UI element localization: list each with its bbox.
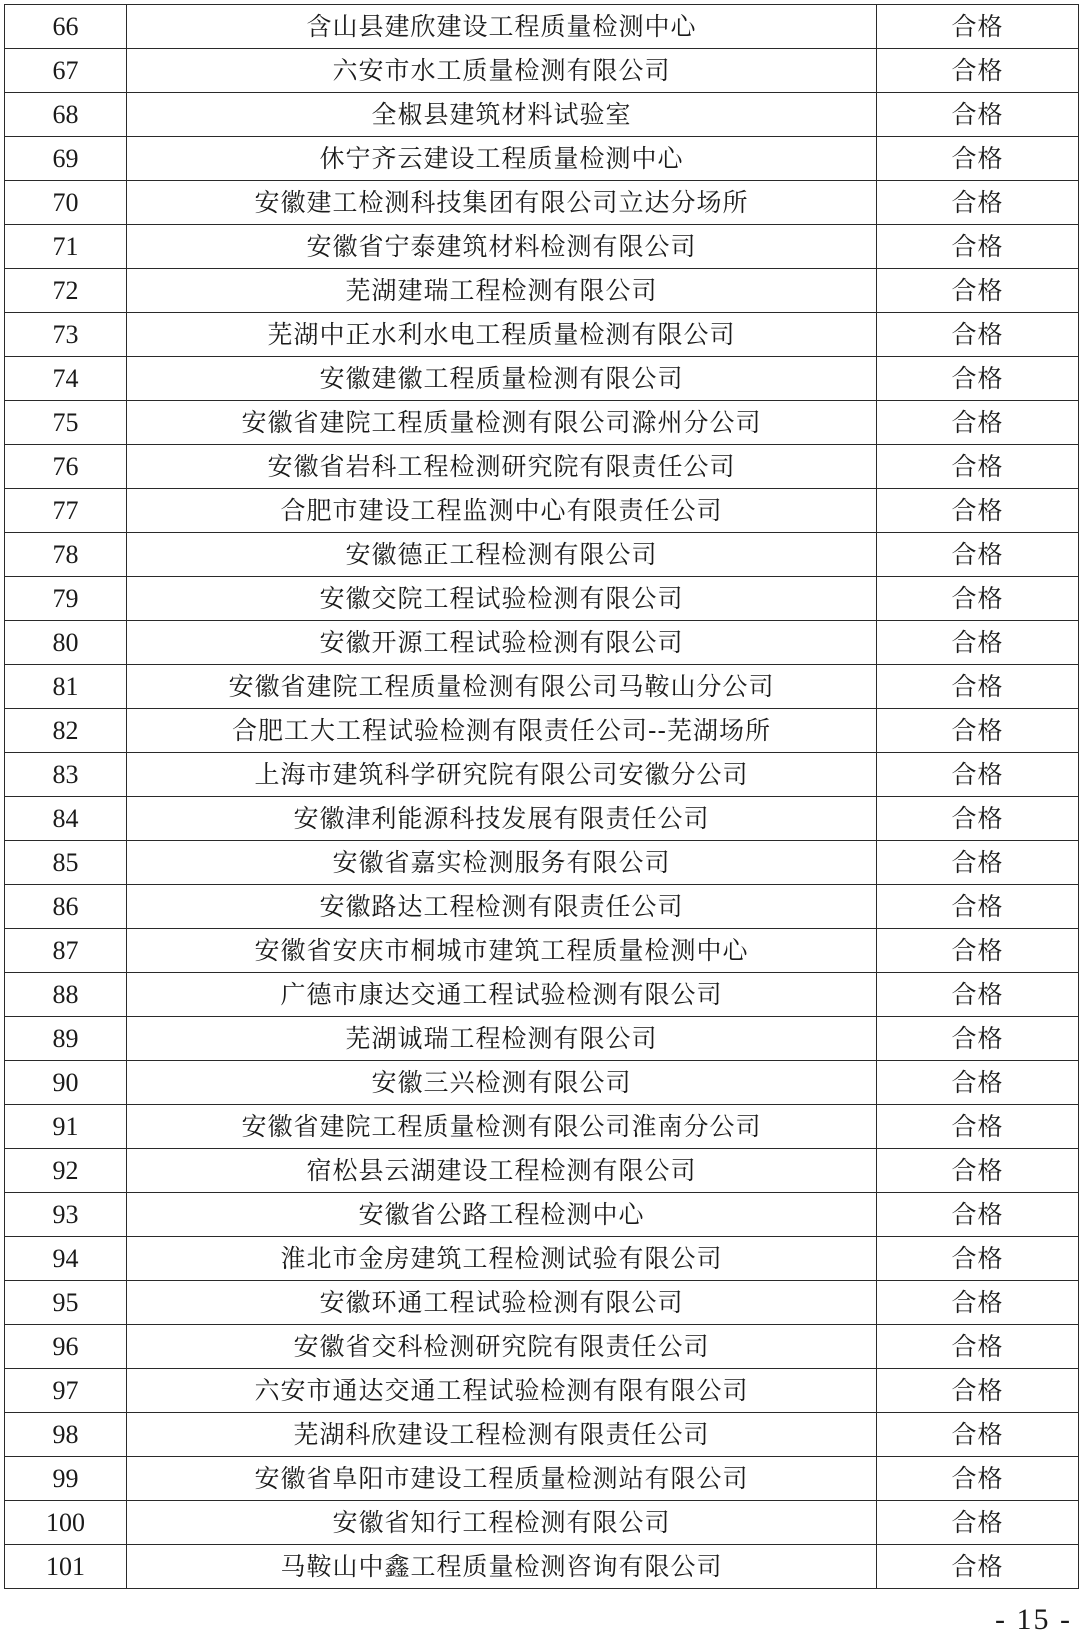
row-number-cell: 87 [5, 929, 127, 973]
organization-name-cell: 安徽省建院工程质量检测有限公司马鞍山分公司 [127, 665, 877, 709]
row-number-cell: 100 [5, 1501, 127, 1545]
table-row [5, 1501, 1079, 1545]
table-row [5, 1545, 1079, 1589]
result-cell: 合格 [877, 1413, 1079, 1457]
table-row [5, 225, 1079, 269]
row-number-cell: 78 [5, 533, 127, 577]
row-number-cell: 70 [5, 181, 127, 225]
organization-name-cell: 安徽省交科检测研究院有限责任公司 [127, 1325, 877, 1369]
row-number-cell: 71 [5, 225, 127, 269]
table-row [5, 181, 1079, 225]
table-row [5, 489, 1079, 533]
result-cell: 合格 [877, 225, 1079, 269]
table-row [5, 49, 1079, 93]
result-cell: 合格 [877, 401, 1079, 445]
row-number-cell: 99 [5, 1457, 127, 1501]
result-cell: 合格 [877, 49, 1079, 93]
table-row [5, 1325, 1079, 1369]
result-cell: 合格 [877, 885, 1079, 929]
row-number-cell: 72 [5, 269, 127, 313]
result-cell: 合格 [877, 841, 1079, 885]
table-row [5, 1413, 1079, 1457]
organization-name-cell: 安徽省安庆市桐城市建筑工程质量检测中心 [127, 929, 877, 973]
organization-name-cell: 安徽省建院工程质量检测有限公司滁州分公司 [127, 401, 877, 445]
table-row [5, 753, 1079, 797]
result-cell: 合格 [877, 1017, 1079, 1061]
organization-name-cell: 安徽省阜阳市建设工程质量检测站有限公司 [127, 1457, 877, 1501]
result-cell: 合格 [877, 357, 1079, 401]
row-number-cell: 86 [5, 885, 127, 929]
row-number-cell: 74 [5, 357, 127, 401]
organization-name-cell: 芜湖中正水利水电工程质量检测有限公司 [127, 313, 877, 357]
result-cell: 合格 [877, 797, 1079, 841]
organization-name-cell: 六安市水工质量检测有限公司 [127, 49, 877, 93]
result-cell: 合格 [877, 181, 1079, 225]
row-number-cell: 94 [5, 1237, 127, 1281]
table-row [5, 1061, 1079, 1105]
row-number-cell: 84 [5, 797, 127, 841]
page-number: - 15 - [995, 1603, 1072, 1636]
row-number-cell: 68 [5, 93, 127, 137]
row-number-cell: 80 [5, 621, 127, 665]
row-number-cell: 93 [5, 1193, 127, 1237]
row-number-cell: 85 [5, 841, 127, 885]
result-cell: 合格 [877, 1325, 1079, 1369]
organization-name-cell: 广德市康达交通工程试验检测有限公司 [127, 973, 877, 1017]
organization-name-cell: 芜湖建瑞工程检测有限公司 [127, 269, 877, 313]
row-number-cell: 76 [5, 445, 127, 489]
results-table-body [5, 5, 1079, 1589]
result-cell: 合格 [877, 1369, 1079, 1413]
table-row [5, 1237, 1079, 1281]
row-number-cell: 75 [5, 401, 127, 445]
result-cell: 合格 [877, 577, 1079, 621]
organization-name-cell: 安徽省嘉实检测服务有限公司 [127, 841, 877, 885]
result-cell: 合格 [877, 709, 1079, 753]
result-cell: 合格 [877, 533, 1079, 577]
table-row [5, 1017, 1079, 1061]
table-row [5, 885, 1079, 929]
table-row [5, 1457, 1079, 1501]
table-row [5, 841, 1079, 885]
row-number-cell: 97 [5, 1369, 127, 1413]
result-cell: 合格 [877, 1105, 1079, 1149]
table-row [5, 665, 1079, 709]
row-number-cell: 67 [5, 49, 127, 93]
organization-name-cell: 淮北市金房建筑工程检测试验有限公司 [127, 1237, 877, 1281]
organization-name-cell: 安徽路达工程检测有限责任公司 [127, 885, 877, 929]
organization-name-cell: 安徽省公路工程检测中心 [127, 1193, 877, 1237]
result-cell: 合格 [877, 445, 1079, 489]
table-row [5, 5, 1079, 49]
organization-name-cell: 全椒县建筑材料试验室 [127, 93, 877, 137]
table-row [5, 401, 1079, 445]
result-cell: 合格 [877, 1545, 1079, 1589]
organization-name-cell: 含山县建欣建设工程质量检测中心 [127, 5, 877, 49]
row-number-cell: 83 [5, 753, 127, 797]
organization-name-cell: 安徽省知行工程检测有限公司 [127, 1501, 877, 1545]
row-number-cell: 73 [5, 313, 127, 357]
organization-name-cell: 休宁齐云建设工程质量检测中心 [127, 137, 877, 181]
row-number-cell: 98 [5, 1413, 127, 1457]
table-row [5, 93, 1079, 137]
result-cell: 合格 [877, 1237, 1079, 1281]
table-row [5, 269, 1079, 313]
row-number-cell: 69 [5, 137, 127, 181]
result-cell: 合格 [877, 973, 1079, 1017]
result-cell: 合格 [877, 269, 1079, 313]
organization-name-cell: 安徽环通工程试验检测有限公司 [127, 1281, 877, 1325]
result-cell: 合格 [877, 5, 1079, 49]
organization-name-cell: 安徽建徽工程质量检测有限公司 [127, 357, 877, 401]
table-row [5, 709, 1079, 753]
result-cell: 合格 [877, 489, 1079, 533]
row-number-cell: 89 [5, 1017, 127, 1061]
organization-name-cell: 安徽开源工程试验检测有限公司 [127, 621, 877, 665]
result-cell: 合格 [877, 1061, 1079, 1105]
organization-name-cell: 合肥工大工程试验检测有限责任公司--芜湖场所 [127, 709, 877, 753]
table-row [5, 577, 1079, 621]
result-cell: 合格 [877, 93, 1079, 137]
row-number-cell: 88 [5, 973, 127, 1017]
row-number-cell: 92 [5, 1149, 127, 1193]
results-table [4, 4, 1079, 1589]
result-cell: 合格 [877, 753, 1079, 797]
organization-name-cell: 安徽省建院工程质量检测有限公司淮南分公司 [127, 1105, 877, 1149]
table-row [5, 1149, 1079, 1193]
table-row [5, 445, 1079, 489]
organization-name-cell: 安徽三兴检测有限公司 [127, 1061, 877, 1105]
organization-name-cell: 芜湖诚瑞工程检测有限公司 [127, 1017, 877, 1061]
table-row [5, 929, 1079, 973]
organization-name-cell: 安徽津利能源科技发展有限责任公司 [127, 797, 877, 841]
table-row [5, 313, 1079, 357]
row-number-cell: 101 [5, 1545, 127, 1589]
organization-name-cell: 安徽省宁泰建筑材料检测有限公司 [127, 225, 877, 269]
table-row [5, 533, 1079, 577]
row-number-cell: 82 [5, 709, 127, 753]
result-cell: 合格 [877, 665, 1079, 709]
organization-name-cell: 合肥市建设工程监测中心有限责任公司 [127, 489, 877, 533]
organization-name-cell: 安徽建工检测科技集团有限公司立达分场所 [127, 181, 877, 225]
table-row [5, 1369, 1079, 1413]
result-cell: 合格 [877, 1501, 1079, 1545]
row-number-cell: 96 [5, 1325, 127, 1369]
result-cell: 合格 [877, 1193, 1079, 1237]
row-number-cell: 66 [5, 5, 127, 49]
organization-name-cell: 安徽省岩科工程检测研究院有限责任公司 [127, 445, 877, 489]
table-row [5, 797, 1079, 841]
result-cell: 合格 [877, 1281, 1079, 1325]
row-number-cell: 91 [5, 1105, 127, 1149]
result-cell: 合格 [877, 1457, 1079, 1501]
result-cell: 合格 [877, 1149, 1079, 1193]
result-cell: 合格 [877, 929, 1079, 973]
result-cell: 合格 [877, 621, 1079, 665]
organization-name-cell: 马鞍山中鑫工程质量检测咨询有限公司 [127, 1545, 877, 1589]
table-row [5, 621, 1079, 665]
row-number-cell: 90 [5, 1061, 127, 1105]
table-row [5, 357, 1079, 401]
table-row [5, 1105, 1079, 1149]
row-number-cell: 77 [5, 489, 127, 533]
row-number-cell: 79 [5, 577, 127, 621]
row-number-cell: 95 [5, 1281, 127, 1325]
table-row [5, 1281, 1079, 1325]
organization-name-cell: 安徽交院工程试验检测有限公司 [127, 577, 877, 621]
table-row [5, 973, 1079, 1017]
table-row [5, 137, 1079, 181]
organization-name-cell: 安徽德正工程检测有限公司 [127, 533, 877, 577]
table-row [5, 1193, 1079, 1237]
row-number-cell: 81 [5, 665, 127, 709]
organization-name-cell: 芜湖科欣建设工程检测有限责任公司 [127, 1413, 877, 1457]
organization-name-cell: 宿松县云湖建设工程检测有限公司 [127, 1149, 877, 1193]
organization-name-cell: 上海市建筑科学研究院有限公司安徽分公司 [127, 753, 877, 797]
result-cell: 合格 [877, 137, 1079, 181]
result-cell: 合格 [877, 313, 1079, 357]
organization-name-cell: 六安市通达交通工程试验检测有限有限公司 [127, 1369, 877, 1413]
